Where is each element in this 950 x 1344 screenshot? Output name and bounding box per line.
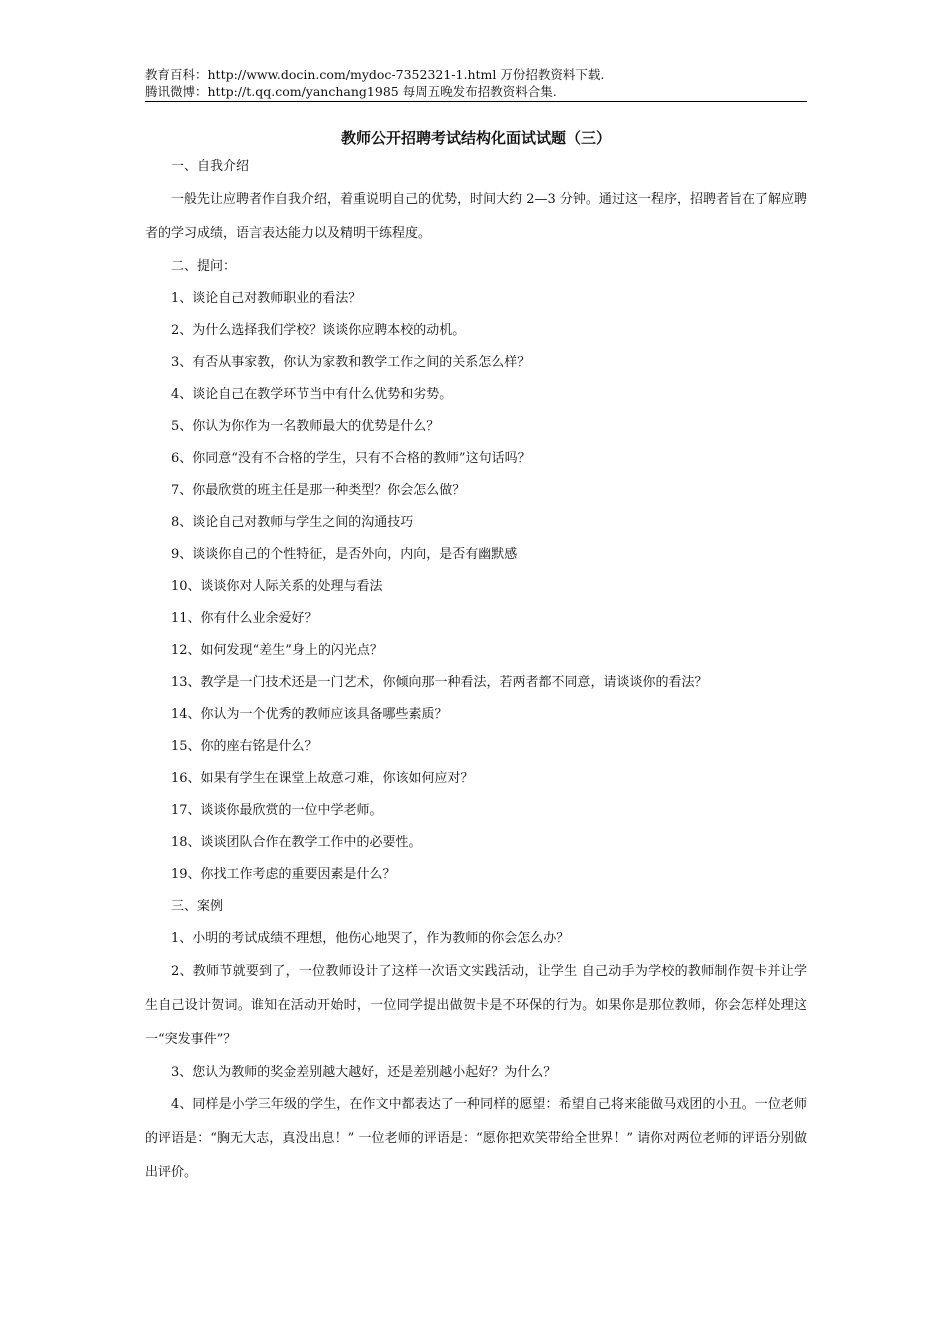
case-item: 4、同样是小学三年级的学生，在作文中都表达了一种同样的愿望：希望自己将来能做马戏团的小丑。一位老师的评语是：“胸无大志，真没出息！” 一位老师的评语是：“愿你把欢笑带给全世界！” 请你对两位老师的评语分别做出评价。 (145, 1097, 807, 1180)
header-line-weibo: 腾讯微博：http://t.qq.com/yanchang1985 每周五晚发布招教资料合集. (145, 84, 557, 99)
question-item: 12、如何发现“差生”身上的闪光点？ (171, 643, 383, 658)
question-item: 14、你认为一个优秀的教师应该具备哪些素质？ (171, 707, 448, 722)
question-item: 2、为什么选择我们学校？谈谈你应聘本校的动机。 (171, 323, 466, 338)
question-item: 8、谈论自己对教师与学生之间的沟通技巧 (171, 515, 414, 530)
document-body (145, 151, 807, 1190)
question-item: 11、你有什么业余爱好？ (171, 611, 318, 626)
question-item: 17、谈谈你最欣赏的一位中学老师。 (171, 803, 383, 818)
question-item: 10、谈谈你对人际关系的处理与看法 (171, 579, 383, 594)
section-heading-cases: 三、案例 (171, 899, 224, 914)
question-item: 4、谈论自己在教学环节当中有什么优势和劣势。 (171, 387, 453, 402)
question-item: 16、如果有学生在课堂上故意刁难，你该如何应对？ (171, 771, 474, 786)
section-heading-self-intro: 一、自我介绍 (171, 159, 250, 174)
question-item: 5、你认为你作为一名教师最大的优势是什么？ (171, 419, 440, 434)
page-header (145, 66, 807, 102)
question-list (145, 283, 807, 891)
question-item: 18、谈谈团队合作在教学工作中的必要性。 (171, 835, 422, 850)
question-item: 6、你同意“没有不合格的学生，只有不合格的教师”这句话吗？ (171, 451, 531, 466)
question-item: 13、教学是一门技术还是一门艺术，你倾向那一种看法，若两者都不同意，请谈谈你的看法？ (171, 675, 708, 690)
question-item: 3、有否从事家教，你认为家教和教学工作之间的关系怎么样？ (171, 355, 531, 370)
question-item: 19、你找工作考虑的重要因素是什么？ (171, 867, 396, 882)
question-item: 1、谈论自己对教师职业的看法？ (171, 291, 362, 306)
document-title: 教师公开招聘考试结构化面试试题（三） (340, 129, 611, 147)
question-item: 9、谈谈你自己的个性特征，是否外向，内向，是否有幽默感 (171, 547, 518, 562)
case-item: 3、您认为教师的奖金差别越大越好，还是差别越小起好？为什么？ (171, 1065, 557, 1080)
question-item: 15、你的座右铭是什么？ (171, 739, 318, 754)
self-intro-paragraph: 一般先让应聘者作自我介绍，着重说明自己的优势，时间大约 2—3 分钟。通过这一程序，招聘者旨在了解应聘者的学习成绩，语言表达能力以及精明干练程度。 (145, 192, 807, 241)
case-item: 2、教师节就要到了，一位教师设计了这样一次语文实践活动，让学生 自己动手为学校的教师制作贺卡并让学生自己设计贺词。谁知在活动开始时，一位同学提出做贺卡是不环保的行为。如果你是那位教师，你会怎样处理这一“突发事件”？ (145, 964, 807, 1047)
header-line-baike: 教育百科：http://www.docin.com/mydoc-7352321-1.html 万份招教资料下载. (145, 67, 605, 82)
section-heading-questions: 二、提问： (171, 259, 237, 274)
case-item: 1、小明的考试成绩不理想，他伤心地哭了，作为教师的你会怎么办？ (171, 931, 570, 946)
question-item: 7、你最欣赏的班主任是那一种类型？你会怎么做？ (171, 483, 466, 498)
